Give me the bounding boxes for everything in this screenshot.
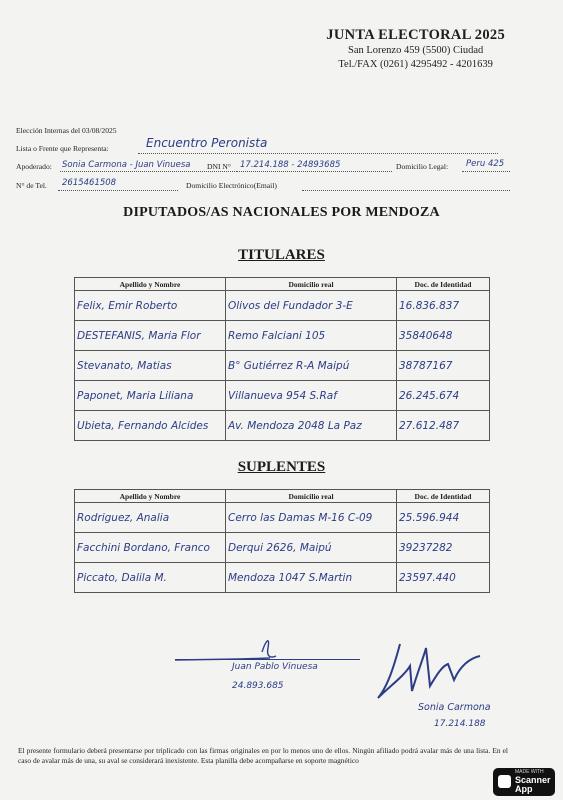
cell-id: 23597.440	[397, 563, 490, 593]
cell-address: Remo Falciani 105	[226, 321, 397, 351]
cell-name: Felix, Emir Roberto	[75, 291, 226, 321]
table-row	[75, 351, 490, 381]
cell-address: Av. Mendoza 2048 La Paz	[226, 411, 397, 441]
domicilio-label: Domicilio Legal:	[396, 162, 449, 171]
tel-line	[58, 190, 178, 191]
cell-address: Mendoza 1047 S.Martin	[226, 563, 397, 593]
cell-name: Stevanato, Matias	[75, 351, 226, 381]
dni-label: DNI N°	[207, 162, 231, 171]
cell-id: 38787167	[397, 351, 490, 381]
scanner-app-badge	[493, 768, 555, 796]
cell-id: 27.612.487	[397, 411, 490, 441]
table-row	[75, 533, 490, 563]
header-block	[326, 27, 505, 72]
dni-line	[236, 171, 392, 172]
right-signature-name: Sonia Carmona	[418, 702, 491, 713]
list-label: Lista o Frente que Representa:	[16, 144, 109, 153]
header-address: San Lorenzo 459 (5500) Ciudad	[347, 45, 484, 56]
col-header-name: Apellido y Nombre	[75, 278, 226, 291]
domicilio-value: Peru 425	[466, 159, 505, 169]
titulares-table	[74, 277, 490, 441]
tel-value: 2615461508	[62, 178, 117, 188]
election-label: Elección Internas del 03/08/2025	[16, 126, 117, 135]
cell-address: B° Gutiérrez R-A Maipú	[226, 351, 397, 381]
table-row	[75, 321, 490, 351]
left-signature-dni: 24.893.685	[232, 681, 284, 691]
email-line	[302, 190, 510, 191]
table-header-row	[75, 490, 490, 503]
cell-id: 26.245.674	[397, 381, 490, 411]
cell-id: 16.836.837	[397, 291, 490, 321]
footer-note: El presente formulario deberá presentarse por triplicado con las firmas originales en por lo menos uno de ellos. Ningún afiliado podrá avalar más de una lista. En el caso de avalar más de una, su aval se considerará inexistente. Esta planilla debe acompañarse en soporte magnético	[18, 746, 508, 765]
cell-name: Facchini Bordano, Franco	[75, 533, 226, 563]
right-signature-scribble	[370, 636, 500, 706]
col-header-id: Doc. de Identidad	[397, 278, 490, 291]
header-title: JUNTA ELECTORAL 2025	[326, 27, 505, 43]
table-row	[75, 291, 490, 321]
table-row	[75, 563, 490, 593]
apoderado-value: Sonia Carmona - Juan Vinuesa	[62, 160, 191, 170]
titulares-title: TITULARES	[238, 247, 325, 263]
cell-name: Piccato, Dalila M.	[75, 563, 226, 593]
cell-id: 25.596.944	[397, 503, 490, 533]
section-title: DIPUTADOS/AS NACIONALES POR MENDOZA	[123, 205, 440, 220]
cell-address: Derqui 2626, Maipú	[226, 533, 397, 563]
list-line	[138, 153, 498, 154]
table-row	[75, 503, 490, 533]
apoderado-line	[60, 171, 235, 172]
domicilio-line	[462, 171, 510, 172]
apoderado-label: Apoderado:	[16, 162, 52, 171]
table-row	[75, 411, 490, 441]
cell-address: Olivos del Fundador 3-E	[226, 291, 397, 321]
suplentes-title: SUPLENTES	[237, 459, 326, 475]
right-signature-dni: 17.214.188	[434, 719, 486, 729]
list-value: Encuentro Peronista	[146, 136, 268, 150]
email-label: Domicilio Electrónico(Email)	[186, 181, 277, 190]
header-phone: Tel./FAX (0261) 4295492 - 4201639	[338, 59, 493, 70]
dni-value: 17.214.188 - 24893685	[240, 160, 341, 170]
cell-address: Cerro las Damas M-16 C-09	[226, 503, 397, 533]
cell-name: DESTEFANIS, Maria Flor	[75, 321, 226, 351]
col-header-address: Domicilio real	[226, 278, 397, 291]
badge-name: Scanner App	[515, 775, 551, 794]
cell-name: Ubieta, Fernando Alcides	[75, 411, 226, 441]
col-header-id: Doc. de Identidad	[397, 490, 490, 503]
tel-label: N° de Tel.	[16, 181, 47, 190]
cell-name: Rodriguez, Analia	[75, 503, 226, 533]
left-signature-name: Juan Pablo Vinuesa	[232, 662, 318, 672]
table-row	[75, 381, 490, 411]
col-header-name: Apellido y Nombre	[75, 490, 226, 503]
left-signature-line	[175, 659, 360, 660]
badge-small-text: MADE WITH	[515, 769, 544, 775]
cell-id: 35840648	[397, 321, 490, 351]
cell-id: 39237282	[397, 533, 490, 563]
table-header-row	[75, 278, 490, 291]
suplentes-table	[74, 489, 490, 593]
scanner-app-icon	[498, 775, 511, 788]
col-header-address: Domicilio real	[226, 490, 397, 503]
cell-address: Villanueva 954 S.Raf	[226, 381, 397, 411]
cell-name: Paponet, Maria Liliana	[75, 381, 226, 411]
